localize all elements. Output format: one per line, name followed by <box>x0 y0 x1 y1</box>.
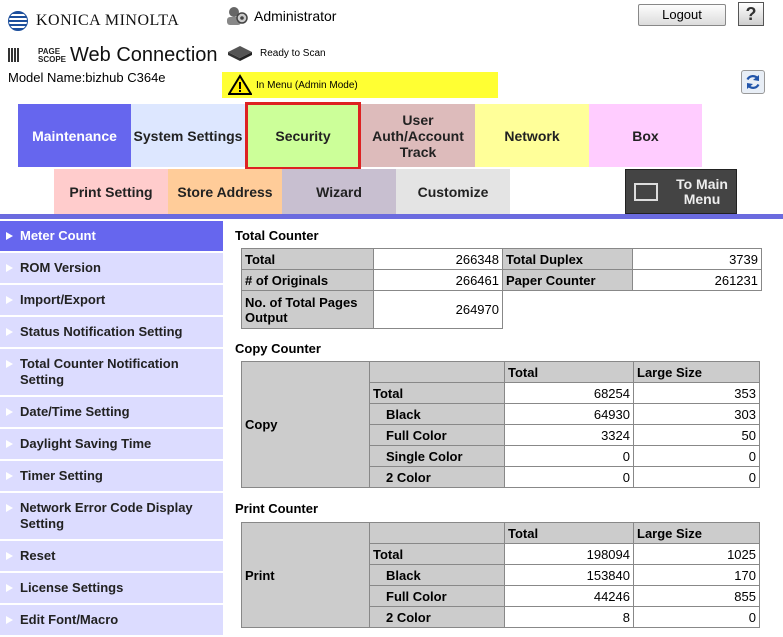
tab-separator <box>0 214 783 219</box>
sidebar-item-import-export[interactable]: Import/Export <box>0 285 223 317</box>
sidebar <box>0 221 223 637</box>
table-row: Full Color 44246 855 <box>242 586 760 607</box>
user-name: Administrator <box>254 8 337 24</box>
table-row: Total 198094 1025 <box>242 544 760 565</box>
arrow-right-icon <box>6 408 13 416</box>
total-counter-title: Total Counter <box>235 228 319 243</box>
user-indicator <box>226 6 336 26</box>
sidebar-item-total-counter-notification-setting[interactable]: Total Counter Notification Setting <box>0 349 223 397</box>
print-counter-title: Print Counter <box>235 501 319 516</box>
admin-mode-text: In Menu (Admin Mode) <box>256 79 358 91</box>
sidebar-item-network-error-code-display-setting[interactable]: Network Error Code Display Setting <box>0 493 223 541</box>
status-text: Ready to Scan <box>260 47 326 59</box>
sidebar-item-license-settings[interactable]: License Settings <box>0 573 223 605</box>
arrow-right-icon <box>6 552 13 560</box>
table-row: Black 64930 303 <box>242 404 760 425</box>
scanner-icon <box>226 44 254 62</box>
sidebar-item-edit-font-macro[interactable]: Edit Font/Macro <box>0 605 223 637</box>
tab-user-auth-account-track[interactable]: User Auth/Account Track <box>361 104 475 167</box>
tab-system-settings[interactable]: System Settings <box>131 104 245 167</box>
model-name: Model Name:bizhub C364e <box>8 70 166 85</box>
arrow-right-icon <box>6 360 13 368</box>
admin-mode-banner <box>222 72 498 98</box>
refresh-icon <box>744 73 762 91</box>
sidebar-item-date-time-setting[interactable]: Date/Time Setting <box>0 397 223 429</box>
arrow-right-icon <box>6 296 13 304</box>
to-main-menu-button[interactable] <box>625 169 737 214</box>
copy-counter-table <box>241 361 760 488</box>
copy-counter-title: Copy Counter <box>235 341 321 356</box>
pagescope-mark-icon <box>8 46 34 66</box>
product-title: Web Connection <box>70 44 218 66</box>
konica-minolta-logo <box>8 8 208 34</box>
brand-name: KONICA MINOLTA <box>36 12 180 29</box>
arrow-right-icon <box>6 584 13 592</box>
device-status <box>226 44 326 62</box>
table-row: # of Originals 266461 Paper Counter 261231 <box>242 270 762 291</box>
table-row: Total 68254 353 <box>242 383 760 404</box>
tab-maintenance[interactable]: Maintenance <box>18 104 131 167</box>
table-row: Total 266348 Total Duplex 3739 <box>242 249 762 270</box>
arrow-right-icon <box>6 440 13 448</box>
arrow-right-icon <box>6 232 13 240</box>
sidebar-item-timer-setting[interactable]: Timer Setting <box>0 461 223 493</box>
sidebar-item-status-notification-setting[interactable]: Status Notification Setting <box>0 317 223 349</box>
main-menu-icon <box>634 183 658 201</box>
admin-user-icon <box>226 6 248 26</box>
help-button[interactable]: ? <box>738 2 764 26</box>
tab-wizard[interactable]: Wizard <box>282 169 396 214</box>
to-main-menu-label: To Main Menu <box>676 175 728 207</box>
sidebar-item-meter-count[interactable]: Meter Count <box>0 221 223 253</box>
tab-customize[interactable]: Customize <box>396 169 510 214</box>
warning-icon <box>228 74 252 96</box>
tab-security[interactable]: Security <box>245 102 361 170</box>
logout-button[interactable]: Logout <box>638 4 726 26</box>
print-counter-table <box>241 522 760 628</box>
pagescope-logo: PAGE SCOPE Web Connection <box>8 44 218 67</box>
arrow-right-icon <box>6 264 13 272</box>
table-row: Single Color 0 0 <box>242 446 760 467</box>
arrow-right-icon <box>6 472 13 480</box>
arrow-right-icon <box>6 616 13 624</box>
tab-network[interactable]: Network <box>475 104 589 167</box>
sidebar-item-daylight-saving-time[interactable]: Daylight Saving Time <box>0 429 223 461</box>
arrow-right-icon <box>6 328 13 336</box>
refresh-button[interactable] <box>741 70 765 94</box>
total-counter-table <box>241 248 762 329</box>
table-row: 2 Color 0 0 <box>242 467 760 488</box>
table-row: No. of Total Pages Output 264970 <box>242 291 762 329</box>
sidebar-item-rom-version[interactable]: ROM Version <box>0 253 223 285</box>
tab-store-address[interactable]: Store Address <box>168 169 282 214</box>
globe-logo-icon <box>8 11 28 31</box>
table-row: Print Total Large Size <box>242 523 760 544</box>
tab-box[interactable]: Box <box>589 104 702 167</box>
table-row: Full Color 3324 50 <box>242 425 760 446</box>
table-row: 2 Color 8 0 <box>242 607 760 628</box>
tab-print-setting[interactable]: Print Setting <box>54 169 168 214</box>
sidebar-item-reset[interactable]: Reset <box>0 541 223 573</box>
table-row: Copy Total Large Size <box>242 362 760 383</box>
table-row: Black 153840 170 <box>242 565 760 586</box>
arrow-right-icon <box>6 504 13 512</box>
